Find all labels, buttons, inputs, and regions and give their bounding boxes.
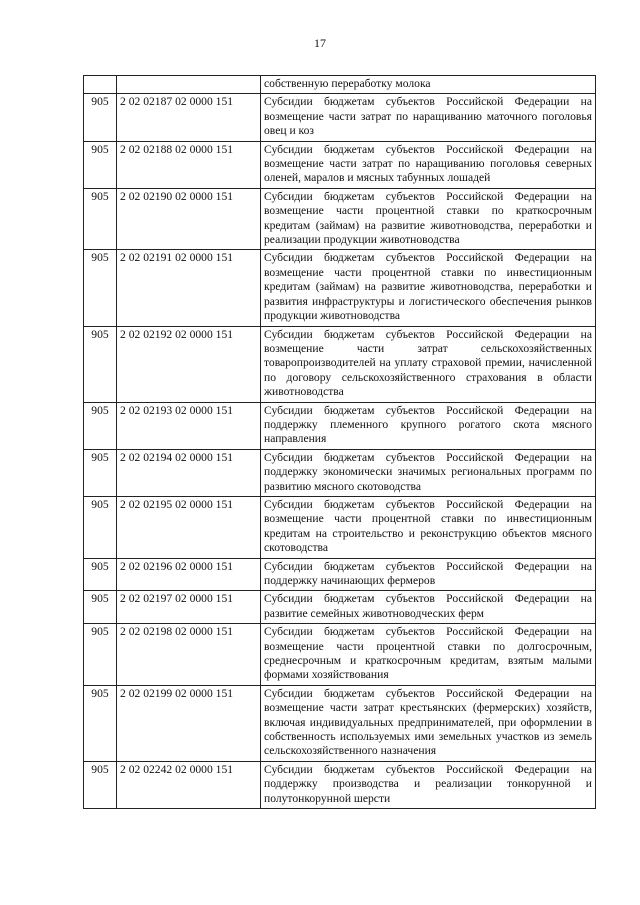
budget-code-cell: 2 02 02198 02 0000 151 xyxy=(117,624,261,686)
admin-code-cell: 905 xyxy=(84,188,117,250)
budget-code-cell: 2 02 02193 02 0000 151 xyxy=(117,402,261,449)
budget-code-cell: 2 02 02194 02 0000 151 xyxy=(117,449,261,496)
admin-code-cell: 905 xyxy=(84,591,117,624)
table-row xyxy=(84,761,596,808)
description-cell: Субсидии бюджетам субъектов Российской Федерации на возмещение части процентной ставки по инвестиционным кредитам на строительство и реконструкцию объектов мясного скотоводства xyxy=(261,496,596,558)
table-row xyxy=(84,591,596,624)
admin-code-cell: 905 xyxy=(84,94,117,141)
description-cell: Субсидии бюджетам субъектов Российской Федерации на возмещение части затрат крестьянских (фермерских) хозяйств, включая индивидуальных предпринимателей, при оформлении в собственность используемых ими земельных участков из земель сельскохозяйственного назначения xyxy=(261,685,596,761)
table-row xyxy=(84,624,596,686)
admin-code-cell: 905 xyxy=(84,624,117,686)
table-row xyxy=(84,449,596,496)
admin-code-cell: 905 xyxy=(84,496,117,558)
page-number: 17 xyxy=(314,36,326,50)
budget-code-cell: 2 02 02190 02 0000 151 xyxy=(117,188,261,250)
description-cell: Субсидии бюджетам субъектов Российской Федерации на возмещение части процентной ставки по инвестиционным кредитам (займам) на развитие животноводства, переработки и развития инфраструктуры и логистического обеспечения рынков продукции животноводства xyxy=(261,250,596,326)
table-body xyxy=(84,76,596,809)
admin-code-cell: 905 xyxy=(84,761,117,808)
admin-code-cell: 905 xyxy=(84,685,117,761)
table-row xyxy=(84,326,596,402)
revenue-codes-table xyxy=(83,75,596,809)
table-row xyxy=(84,496,596,558)
table-row xyxy=(84,76,596,94)
description-cell: Субсидии бюджетам субъектов Российской Федерации на возмещение части процентной ставки по долгосрочным, среднесрочным и краткосрочным кредитам, взятым малыми формами хозяйствования xyxy=(261,624,596,686)
description-cell: Субсидии бюджетам субъектов Российской Федерации на поддержку экономически значимых региональных программ по развитию мясного скотоводства xyxy=(261,449,596,496)
table-row xyxy=(84,558,596,591)
table-row xyxy=(84,94,596,141)
description-cell: Субсидии бюджетам субъектов Российской Федерации на поддержку производства и реализации тонкорунной и полутонкорунной шерсти xyxy=(261,761,596,808)
admin-code-cell xyxy=(84,76,117,94)
description-cell: Субсидии бюджетам субъектов Российской Федерации на развитие семейных животноводческих ферм xyxy=(261,591,596,624)
budget-code-cell: 2 02 02191 02 0000 151 xyxy=(117,250,261,326)
budget-code-cell: 2 02 02199 02 0000 151 xyxy=(117,685,261,761)
table-row xyxy=(84,188,596,250)
table-row xyxy=(84,250,596,326)
description-cell: Субсидии бюджетам субъектов Российской Федерации на возмещение части затрат по наращиванию поголовья северных оленей, маралов и мясных табунных лошадей xyxy=(261,141,596,188)
description-cell: Субсидии бюджетам субъектов Российской Федерации на возмещение части затрат сельскохозяйственных товаропроизводителей на уплату страховой премии, начисленной по договору сельскохозяйственного страхования в области животноводства xyxy=(261,326,596,402)
table-row xyxy=(84,141,596,188)
description-cell: Субсидии бюджетам субъектов Российской Федерации на возмещение части затрат по наращиванию маточного поголовья овец и коз xyxy=(261,94,596,141)
description-cell: Субсидии бюджетам субъектов Российской Федерации на поддержку племенного крупного рогатого скота мясного направления xyxy=(261,402,596,449)
admin-code-cell: 905 xyxy=(84,402,117,449)
admin-code-cell: 905 xyxy=(84,326,117,402)
budget-code-cell xyxy=(117,76,261,94)
budget-code-cell: 2 02 02242 02 0000 151 xyxy=(117,761,261,808)
description-cell: собственную переработку молока xyxy=(261,76,596,94)
budget-code-cell: 2 02 02197 02 0000 151 xyxy=(117,591,261,624)
budget-code-cell: 2 02 02196 02 0000 151 xyxy=(117,558,261,591)
admin-code-cell: 905 xyxy=(84,558,117,591)
table-row xyxy=(84,402,596,449)
admin-code-cell: 905 xyxy=(84,250,117,326)
description-cell: Субсидии бюджетам субъектов Российской Федерации на поддержку начинающих фермеров xyxy=(261,558,596,591)
table-row xyxy=(84,685,596,761)
budget-code-cell: 2 02 02192 02 0000 151 xyxy=(117,326,261,402)
admin-code-cell: 905 xyxy=(84,141,117,188)
budget-code-cell: 2 02 02187 02 0000 151 xyxy=(117,94,261,141)
description-cell: Субсидии бюджетам субъектов Российской Федерации на возмещение части процентной ставки по краткосрочным кредитам (займам) на развитие животноводства, переработки и реализации продукции животноводства xyxy=(261,188,596,250)
admin-code-cell: 905 xyxy=(84,449,117,496)
budget-code-cell: 2 02 02195 02 0000 151 xyxy=(117,496,261,558)
budget-code-cell: 2 02 02188 02 0000 151 xyxy=(117,141,261,188)
